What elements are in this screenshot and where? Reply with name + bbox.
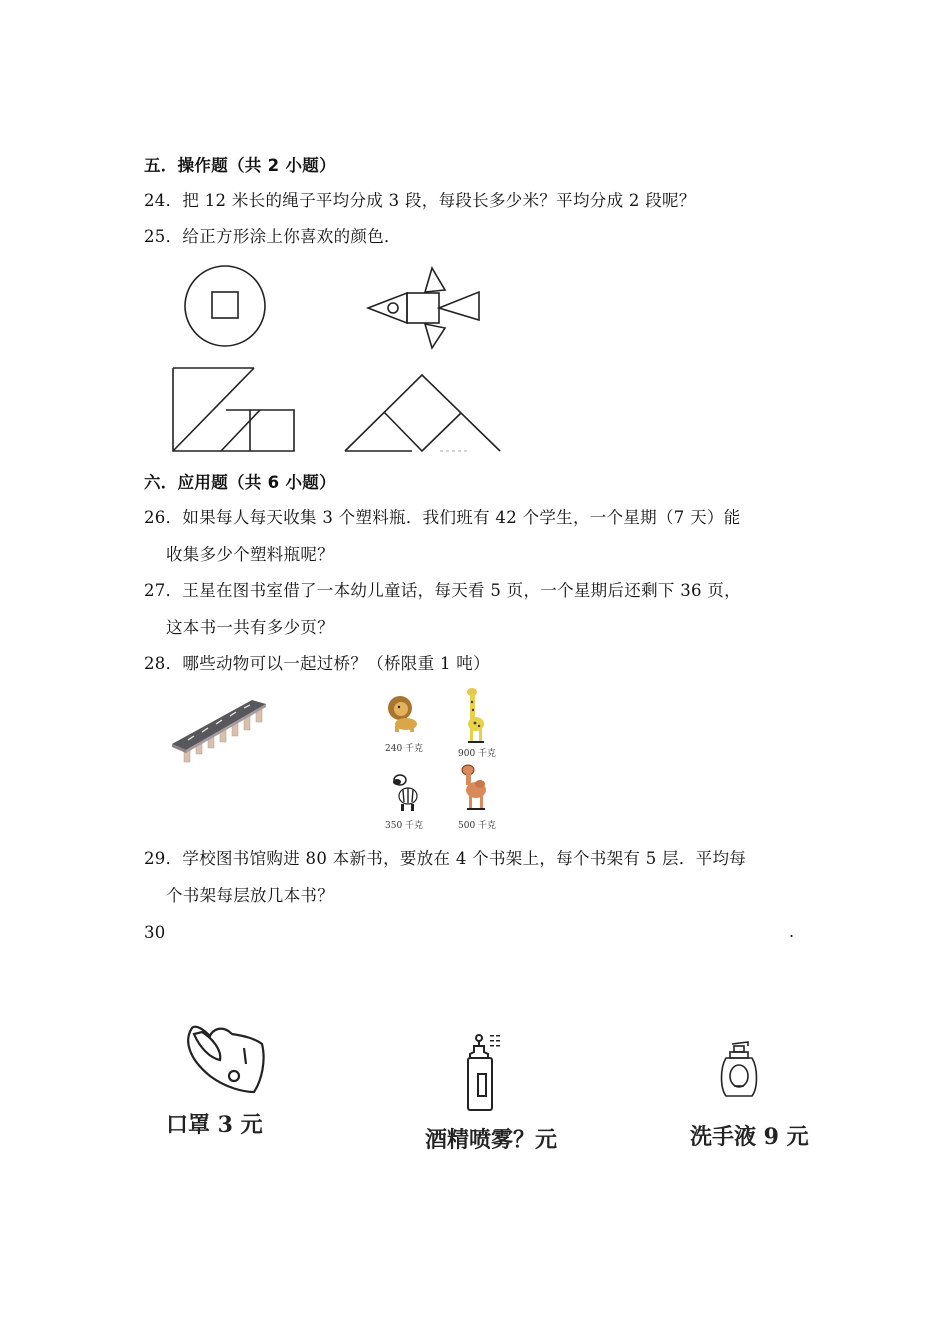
question-28: 28．哪些动物可以一起过桥？（桥限重 1 吨） [144,654,490,673]
zebra-weight: 350 千克 [385,821,424,831]
section-5-heading: 五．操作题（共 2 小题） [144,156,336,175]
zebra-icon [390,772,422,812]
camel-icon [460,764,490,812]
question-30-number: 30 [144,923,166,942]
bridge-image [170,698,270,768]
lion-icon [386,694,422,734]
question-29-line2: 个书架每层放几本书？ [166,886,334,905]
giraffe-icon [462,686,488,744]
question-26-line1: 26．如果每人每天收集 3 个塑料瓶．我们班有 42 个学生，一个星期（7 天）能 [144,508,741,527]
hand-soap-icon [718,1038,762,1098]
question-27-line2: 这本书一共有多少页？ [166,618,334,637]
shapes-figure [170,258,510,458]
question-26-line2: 收集多少个塑料瓶呢？ [166,545,334,564]
giraffe-weight: 900 千克 [458,749,497,759]
mask-price-label: 口罩 3 元 [166,1112,263,1138]
lion-weight: 240 千克 [385,744,424,754]
question-29-line1: 29．学校图书馆购进 80 本新书，要放在 4 个书架上，每个书架有 5 层．平均每 [144,849,747,868]
camel-weight: 500 千克 [458,821,497,831]
alcohol-spray-price-label: 酒精喷雾？元 [425,1127,558,1153]
mask-icon [182,1020,270,1096]
question-24: 24．把 12 米长的绳子平均分成 3 段，每段长多少米？平均分成 2 段呢？ [144,191,696,210]
hand-soap-price-label: 洗手液 9 元 [690,1124,809,1150]
alcohol-spray-icon [462,1032,506,1112]
question-27-line1: 27．王星在图书室借了一本幼儿童话，每天看 5 页，一个星期后还剩下 36 页， [144,581,741,600]
section-6-heading: 六．应用题（共 6 小题） [144,473,336,492]
fish-shape [368,268,479,348]
tangram-square-shape [173,368,294,451]
tangram-triangle-shape [345,375,500,451]
question-25: 25．给正方形涂上你喜欢的颜色． [144,227,401,246]
question-30-end-mark: . [789,922,795,941]
circle-with-square-shape [185,266,265,346]
